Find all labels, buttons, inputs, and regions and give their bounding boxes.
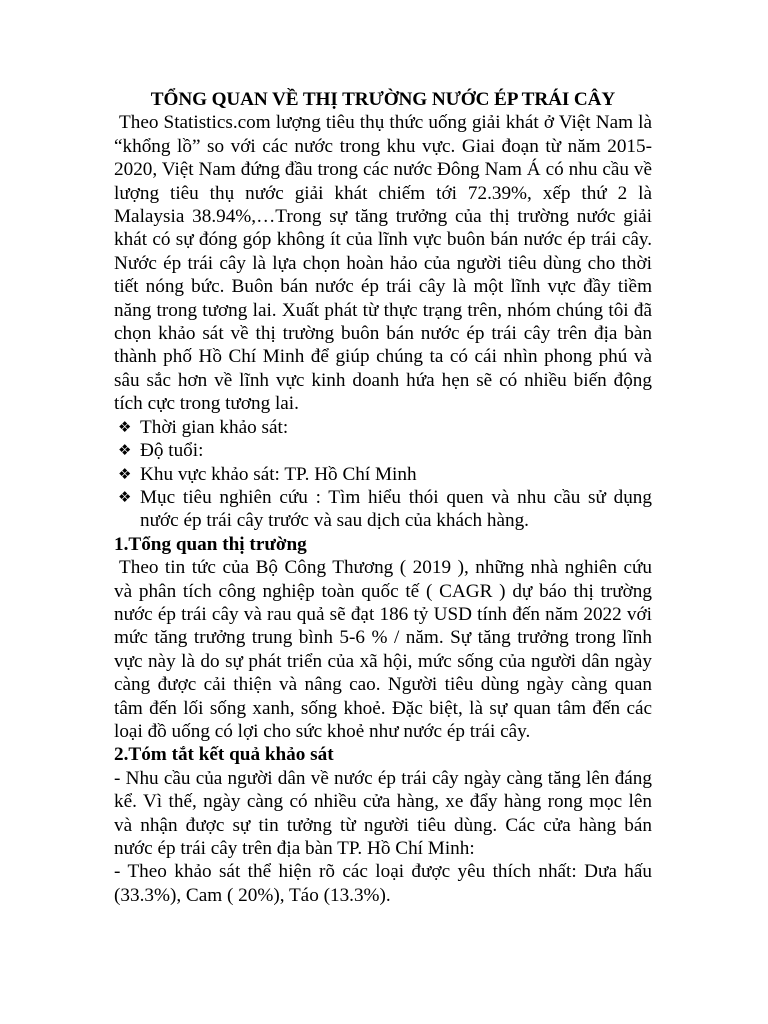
diamond-bullet-icon: ❖ — [118, 487, 132, 506]
section1-body: Theo tin tức của Bộ Công Thương ( 2019 ), những nhà nghiên cứu và phân tích công nghiệp toàn quốc tế ( CAGR ) dự báo thị trường nước ép trái cây và rau quả sẽ đạt 186 tỷ USD tính đến năm 2022 với mức tăng trưởng trung bình 5-6 % / năm. Sự tăng trưởng trong lĩnh vực này là do sự phát triển của xã hội, mức sống của người dân ngày càng được cải thiện và nâng cao. Người tiêu dùng ngày càng quan tâm đến lối sống xanh, sống khoẻ. Đặc biệt, là sự quan tâm đến các loại đồ uống có lợi cho sức khoẻ như nước ép trái cây. — [114, 557, 652, 742]
bullet-text: Độ tuổi: — [140, 440, 204, 462]
document-title: TỔNG QUAN VỀ THỊ TRƯỜNG NƯỚC ÉP TRÁI CÂY — [150, 89, 616, 110]
bullet-text: Mục tiêu nghiên cứu : Tìm hiểu thói quen và nhu cầu sử dụng nước ép trái cây trước và sau dịch của khách hàng. — [140, 486, 652, 532]
bullet-text: Thời gian khảo sát: — [140, 416, 289, 438]
bullet-item-area — [114, 463, 652, 486]
diamond-bullet-icon: ❖ — [118, 441, 132, 460]
bullet-item-time — [114, 416, 652, 439]
bullet-text: Khu vực khảo sát: TP. Hồ Chí Minh — [140, 463, 417, 485]
section1-heading: 1.Tổng quan thị trường — [114, 533, 307, 555]
section2-heading: 2.Tóm tắt kết quả khảo sát — [114, 744, 334, 766]
survey-info-list — [114, 416, 652, 533]
section2-paragraph-1: - Nhu cầu của người dân về nước ép trái cây ngày càng tăng lên đáng kể. Vì thế, ngày càng có nhiều cửa hàng, xe đẩy hàng rong mọc lên và nhận được sự tin tưởng từ người tiêu dùng. Các cửa hàng bán nước ép trái cây trên địa bàn TP. Hồ Chí Minh: — [114, 767, 652, 859]
section2-paragraph-2: - Theo khảo sát thể hiện rõ các loại được yêu thích nhất: Dưa hấu (33.3%), Cam ( 20%), Táo (13.3%). — [114, 861, 652, 906]
document-content — [114, 88, 652, 907]
diamond-bullet-icon: ❖ — [118, 417, 132, 436]
intro-paragraph: Theo Statistics.com lượng tiêu thụ thức uống giải khát ở Việt Nam là “khổng lồ” so với các nước trong khu vực. Giai đoạn từ năm 2015-2020, Việt Nam đứng đầu trong các nước Đông Nam Á có nhu cầu về lượng tiêu thụ nước giải khát chiếm tới 72.39%, xếp thứ 2 là Malaysia 38.94%,…Trong sự tăng trưởng của thị trường nước giải khát có sự đóng góp không ít của lĩnh vực buôn bán nước ép trái cây. Nước ép trái cây là lựa chọn hoàn hảo của người tiêu dùng cho thời tiết nóng bức. Buôn bán nước ép trái cây là một lĩnh vực đầy tiềm năng trong tương lai. Xuất phát từ thực trạng trên, nhóm chúng tôi đã chọn khảo sát về thị trường buôn bán nước ép trái cây trên địa bàn thành phố Hồ Chí Minh để giúp chúng ta có cái nhìn phong phú và sâu sắc hơn về lĩnh vực kinh doanh hứa hẹn sẽ có nhiều biến động tích cực trong tương lai. — [114, 112, 652, 415]
bullet-item-age — [114, 439, 652, 462]
bullet-item-objective — [114, 486, 652, 533]
diamond-bullet-icon: ❖ — [118, 464, 132, 483]
